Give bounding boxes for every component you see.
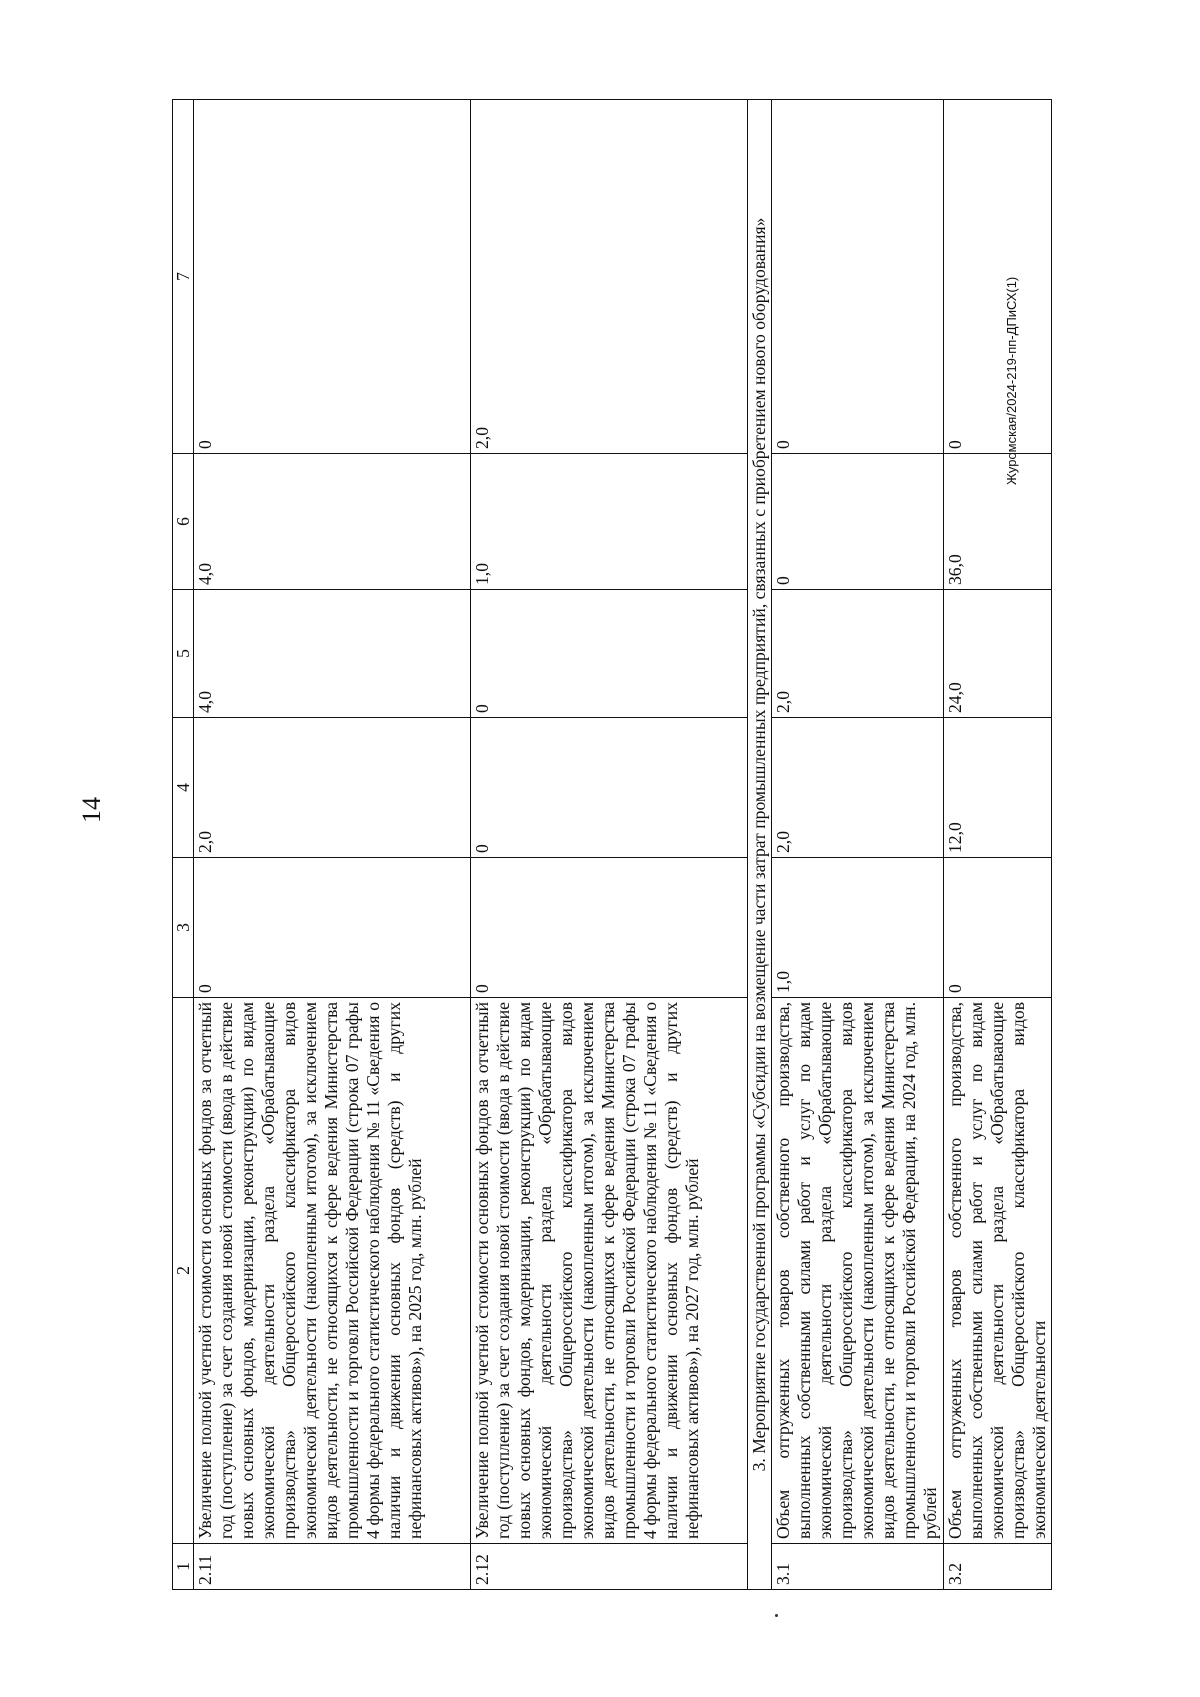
table-row [772,100,944,1590]
value-col-6: 4,0 [194,454,471,590]
document-code-footer: Журомская/2024-219-пп-ДПиСХ(1) [1004,276,1019,485]
column-number-2: 2 [173,998,194,1544]
column-number-row [173,100,194,1590]
row-number: 3.1 [772,1544,944,1590]
value-col-3: 0 [194,858,471,998]
indicator-description: Объем отгруженных товаров собственного производства, выполненных собственными силами работ и услуг по видам экономической деятельности раздела «Обрабатывающие производства» Общероссийского классификатора видов экономической деятельности [944,998,1052,1544]
column-number-6: 6 [173,454,194,590]
value-col-3: 0 [944,858,1052,998]
value-col-5: 2,0 [772,590,944,718]
section-title: 3. Мероприятие государственной программы «Субсидии на возмещение части затрат промышленных предприятий, связанных с приобретением нового оборудования» [748,100,772,1590]
indicator-description: Увеличение полной учетной стоимости основных фондов за отчетный год (поступление) за счет создания новой стоимости (ввода в действие новых основных фондов, модернизации, реконструкции) по видам экономической деятельности раздела «Обрабатывающие производства» Общероссийского классификатора видов экономической деятельности (накопленным итогом), за исключением видов деятельности, не относящихся к сфере ведения Министерства промышленности и торговли Российской Федерации (строка 07 графы 4 формы федерального статистического наблюдения № 11 «Сведения о наличии и движении основных фондов (средств) и других нефинансовых активов»), на 2027 год, млн. рублей [471,998,748,1544]
page-number: 14 [77,797,106,823]
column-number-1: 1 [173,1544,194,1590]
value-col-6: 1,0 [471,454,748,590]
column-number-7: 7 [173,100,194,454]
scan-speck [775,1614,778,1617]
value-col-5: 24,0 [944,590,1052,718]
value-col-3: 0 [471,858,748,998]
value-col-7: 0 [944,100,1052,454]
value-col-4: 2,0 [194,718,471,858]
table-row [471,100,748,1590]
indicator-description: Объем отгруженных товаров собственного производства, выполненных собственными силами работ и услуг по видам экономической деятельности раздела «Обрабатывающие производства» Общероссийского классификатора видов экономической деятельности (накопленным итогом), за исключением видов деятельности, не относящихся к сфере ведения Министерства промышленности и торговли Российской Федерации, на 2024 год, млн. рублей [772,998,944,1544]
value-col-5: 4,0 [194,590,471,718]
row-number: 2.12 [471,1544,748,1590]
value-col-6: 0 [772,454,944,590]
value-col-3: 1,0 [772,858,944,998]
row-number: 2.11 [194,1544,471,1590]
table-row [194,100,471,1590]
value-col-7: 0 [194,100,471,454]
column-number-3: 3 [173,858,194,998]
indicators-table [172,99,1052,1590]
value-col-4: 12,0 [944,718,1052,858]
column-number-4: 4 [173,718,194,858]
section-header-row [748,100,772,1590]
row-number: 3.2 [944,1544,1052,1590]
value-col-7: 0 [772,100,944,454]
column-number-5: 5 [173,590,194,718]
table-row [944,100,1052,1590]
value-col-5: 0 [471,590,748,718]
indicator-description: Увеличение полной учетной стоимости основных фондов за отчетный год (поступление) за счет создания новой стоимости (ввода в действие новых основных фондов, модернизации, реконструкции) по видам экономической деятельности раздела «Обрабатывающие производства» Общероссийского классификатора видов экономической деятельности (накопленным итогом), за исключением видов деятельности, не относящихся к сфере ведения Министерства промышленности и торговли Российской Федерации (строка 07 графы 4 формы федерального статистического наблюдения № 11 «Сведения о наличии и движении основных фондов (средств) и других нефинансовых активов»), на 2025 год, млн. рублей [194,998,471,1544]
value-col-6: 36,0 [944,454,1052,590]
value-col-7: 2,0 [471,100,748,454]
value-col-4: 0 [471,718,748,858]
value-col-4: 2,0 [772,718,944,858]
